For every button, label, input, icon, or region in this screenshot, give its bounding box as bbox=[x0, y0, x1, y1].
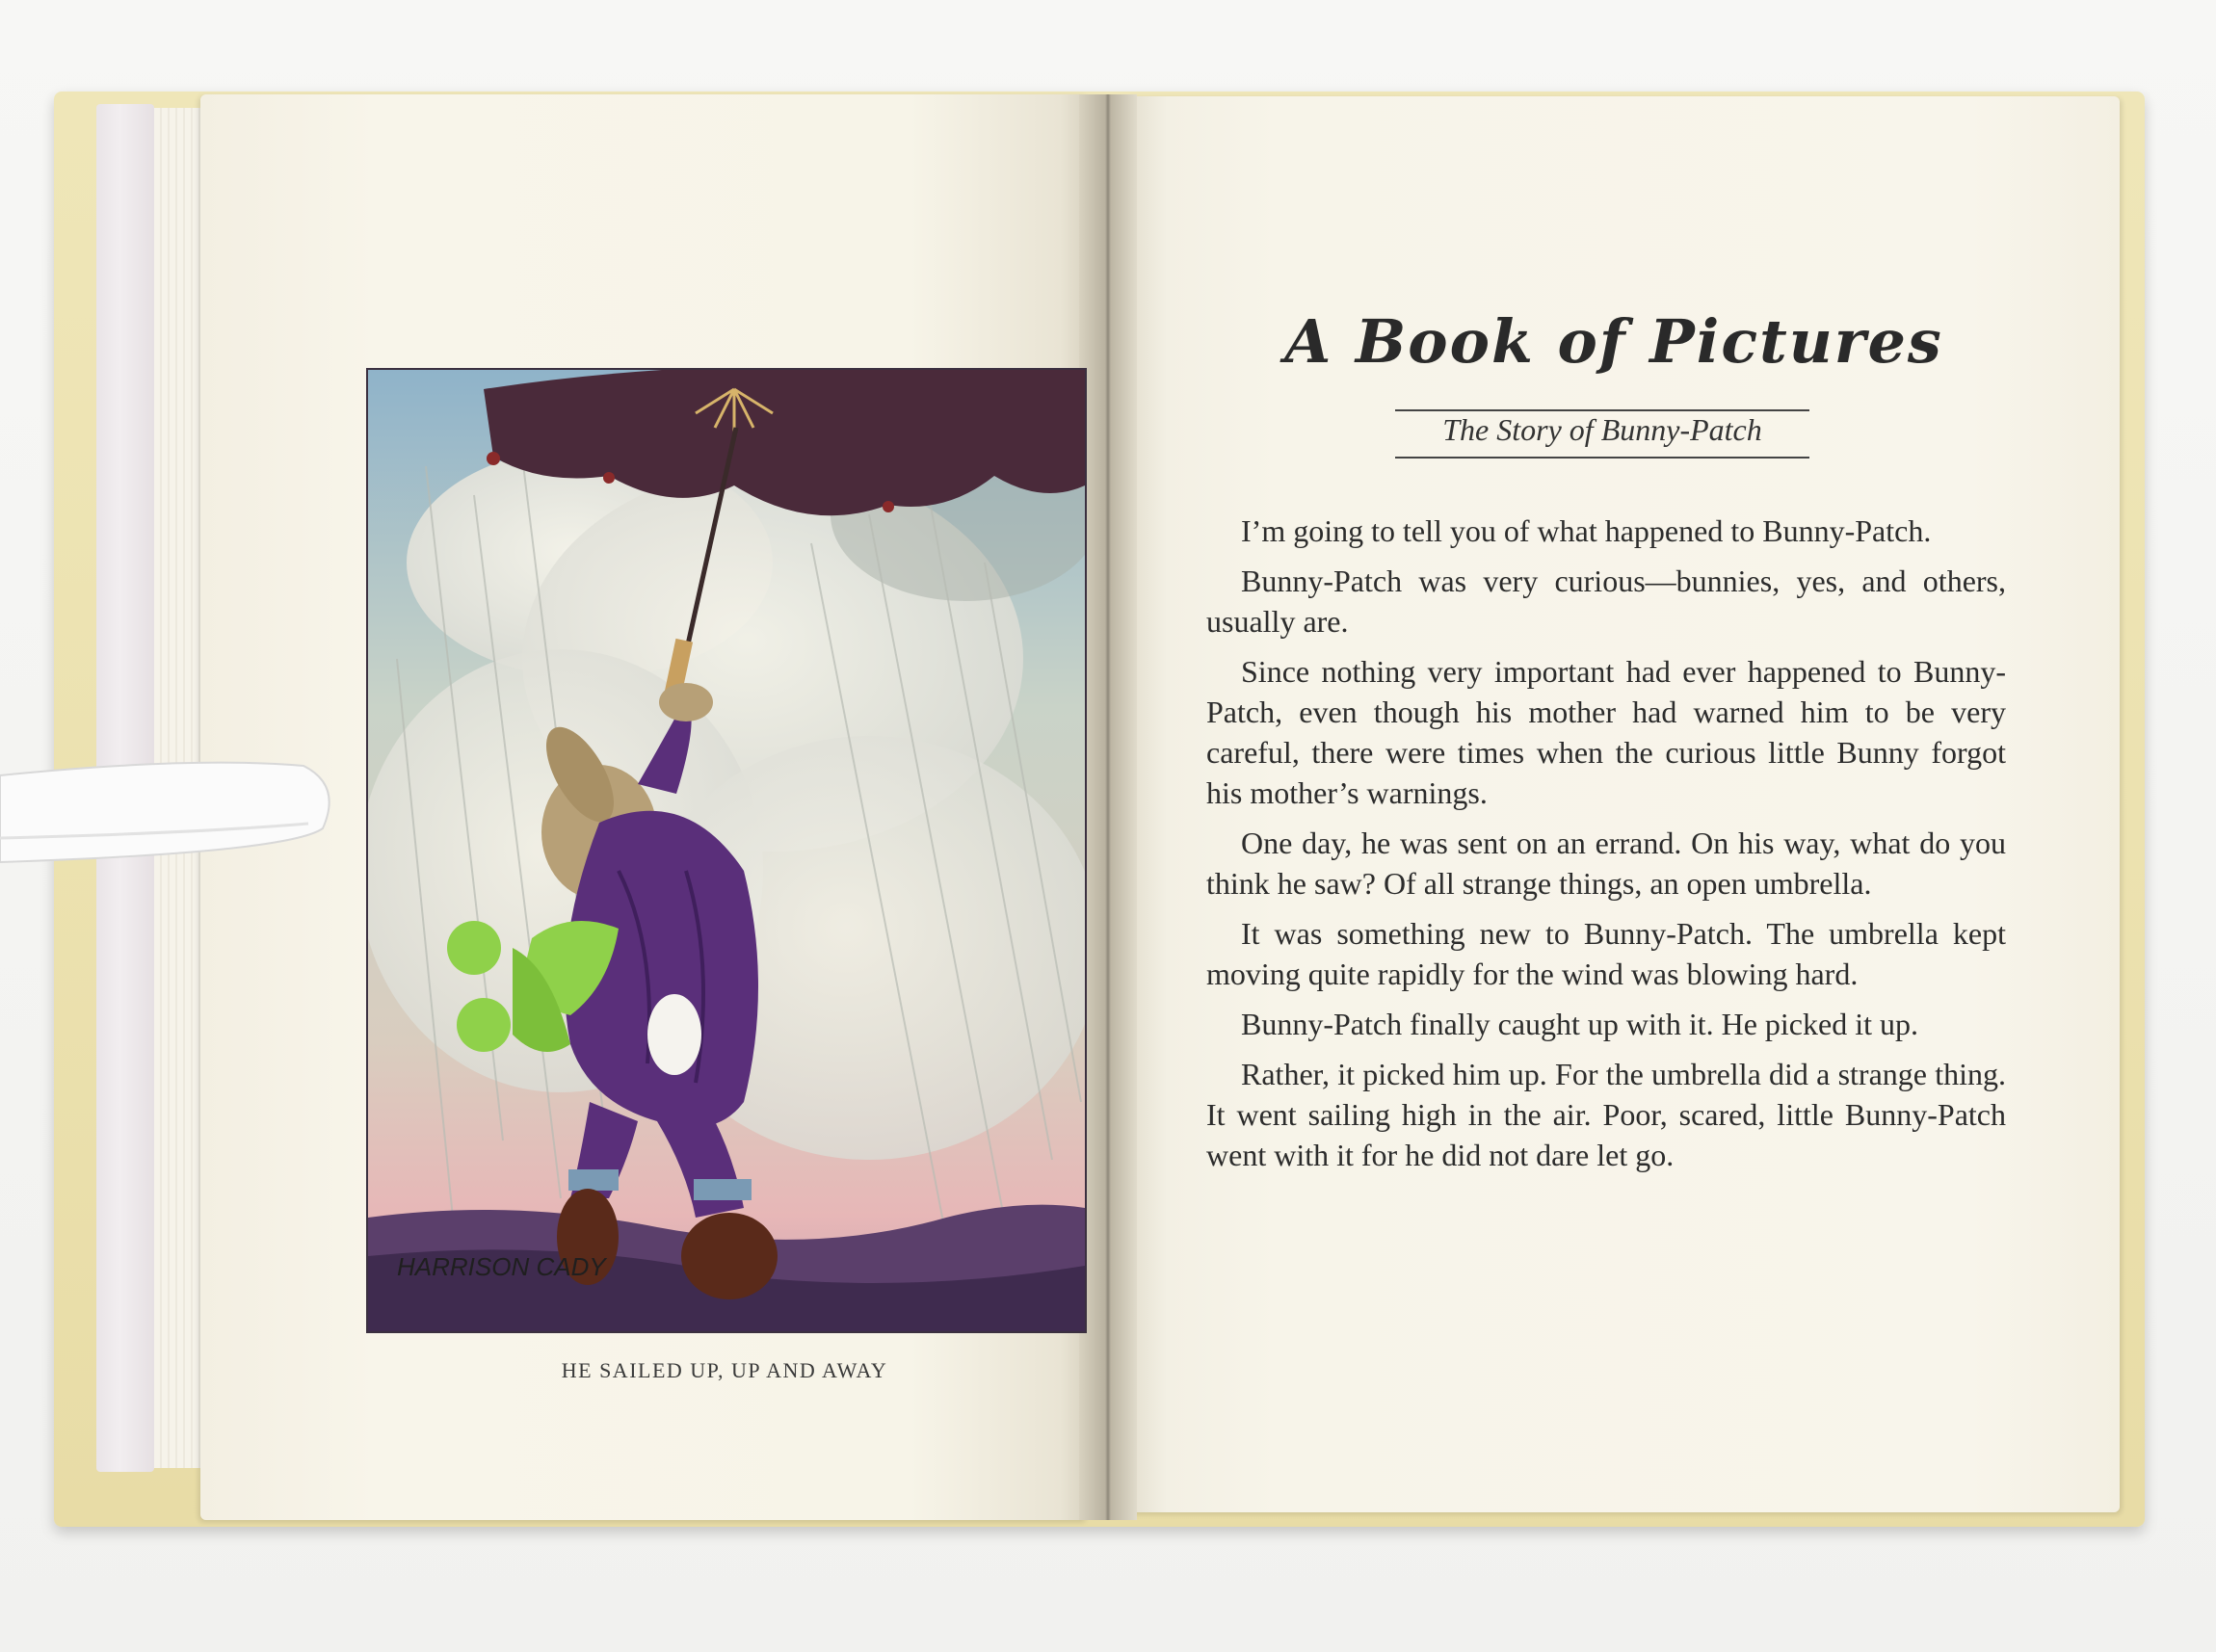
book-title: A Book of Pictures bbox=[1284, 306, 1943, 377]
story-title-rule-top bbox=[1395, 409, 1809, 411]
story-body bbox=[1206, 511, 2006, 1185]
story-paragraph: I’m going to tell you of what happened to Bunny-Patch. bbox=[1241, 513, 1932, 548]
story-paragraph: Bunny-Patch was very curious—bunnies, yes, and others, usually are. bbox=[1206, 564, 2006, 639]
bunny-umbrella-illustration bbox=[366, 368, 1087, 1333]
story-paragraph: Since nothing very important had ever happened to Bunny-Patch, even though his mother had warned him to be very careful, there were times when the curious little Bunny forgot his mother’s warnings. bbox=[1206, 654, 2006, 810]
story-paragraph: Rather, it picked him up. For the umbrella did a strange thing. It went sailing high in the air. Poor, scared, little Bunny-Patch went with it for he did not dare let go. bbox=[1206, 1057, 2006, 1172]
story-title-rule-bottom bbox=[1395, 457, 1809, 459]
story-title: The Story of Bunny-Patch bbox=[1442, 412, 1762, 447]
story-paragraph: It was something new to Bunny-Patch. The umbrella kept moving quite rapidly for the wind was blowing hard. bbox=[1206, 916, 2006, 991]
illustration-caption: HE SAILED UP, UP AND AWAY bbox=[561, 1358, 888, 1382]
story-paragraph: One day, he was sent on an errand. On his way, what do you think he saw? Of all strange things, an open umbrella. bbox=[1206, 826, 2006, 901]
book-gutter bbox=[1079, 94, 1137, 1520]
letter-opener bbox=[0, 747, 337, 891]
story-paragraph: Bunny-Patch finally caught up with it. He picked it up. bbox=[1241, 1007, 1918, 1041]
illustration-signature: HARRISON CADY bbox=[397, 1252, 606, 1281]
